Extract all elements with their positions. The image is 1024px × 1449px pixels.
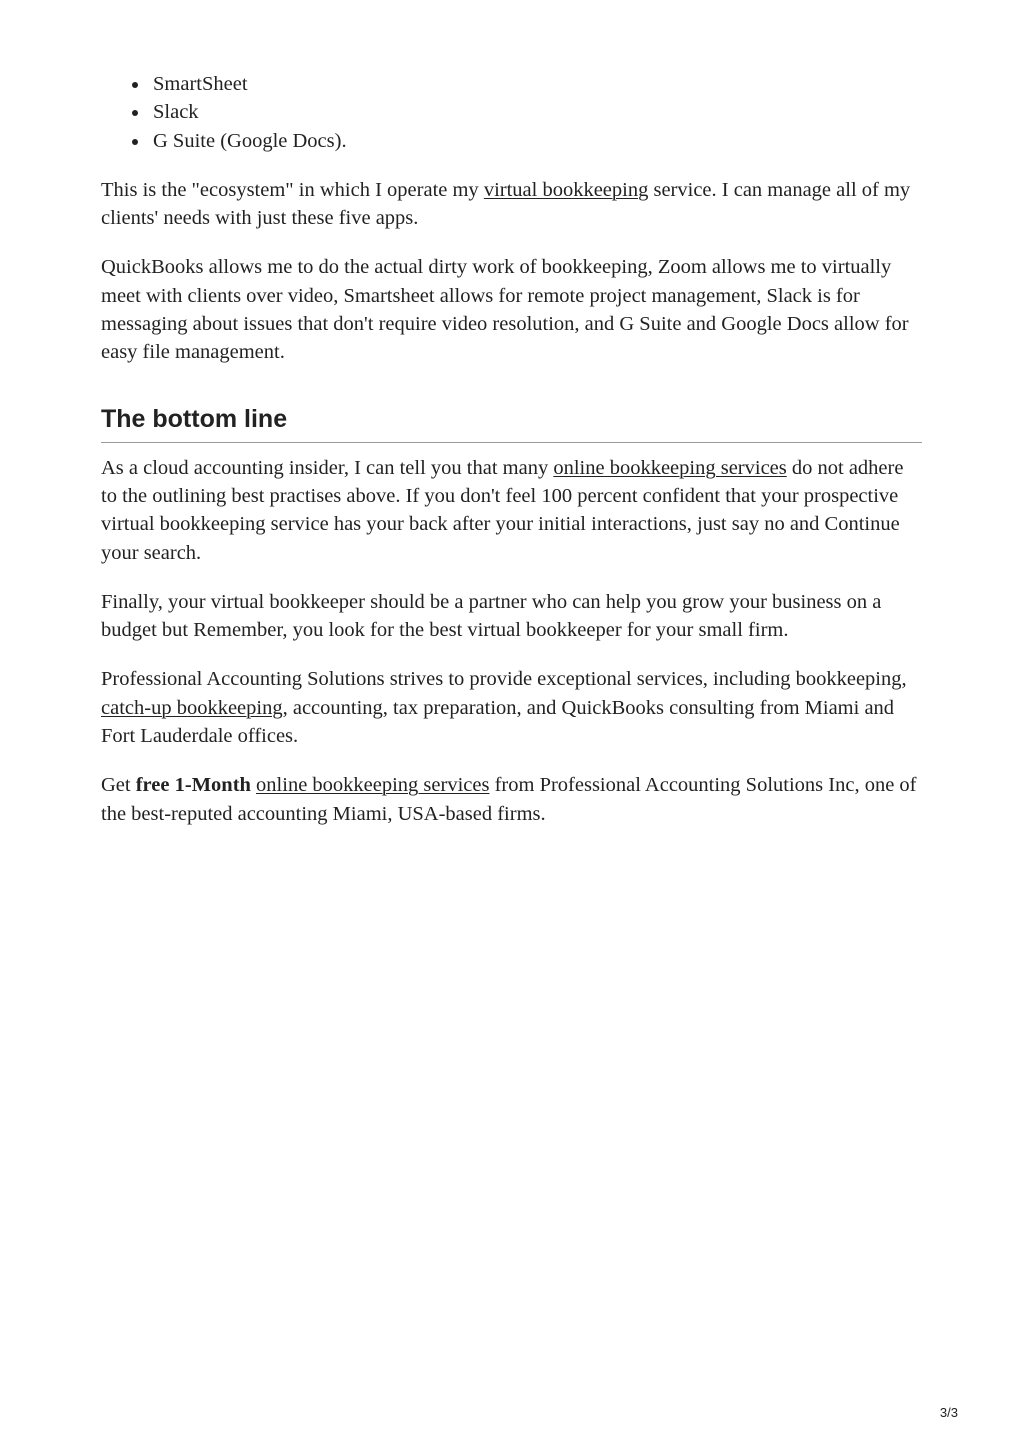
tools-list [101,70,922,155]
paragraph-text: Get [101,774,136,797]
section-heading: The bottom line [101,404,922,443]
list-item: Slack [153,98,922,126]
paragraph-finally: Finally, your virtual bookkeeper should be a partner who can help you grow your business on a budget but Remember, you look for the best virtual bookkeeper for your small firm. [101,590,882,642]
paragraph-professional-accounting [101,665,922,750]
paragraph-text: , accounting, tax preparation, and QuickBooks consulting from Miami and Fort Lauderdale offices. [101,696,895,748]
article-content [101,70,922,849]
paragraph-text: do not adhere to the outlining best practises above. If you don't feel 100 percent confident that your prospective virtual bookkeeping service has your back after your initial interactions, just say no and Continue your search. [101,456,904,564]
paragraph-text: As a cloud accounting insider, I can tell you that many [101,456,554,479]
paragraph-text: This is the "ecosystem" in which I operate my [101,178,484,201]
list-item: SmartSheet [153,70,922,98]
paragraph-text: from Professional Accounting Solutions Inc, one of the best-reputed accounting Miami, USA-based firms. [101,774,917,825]
online-bookkeeping-services-link[interactable]: online bookkeeping services [553,456,787,479]
paragraph-apps: QuickBooks allows me to do the actual dirty work of bookkeeping, Zoom allows me to virtually meet with clients over video, Smartsheet allows for remote project management, Slack is for messaging about issues that don't require video resolution, and G Suite and Google Docs allow for easy file management. [101,256,909,364]
paragraph-text: service. I can manage all of my clients' needs with just these five apps. [101,178,911,230]
paragraph-insider [101,454,922,567]
virtual-bookkeeping-link[interactable]: virtual bookkeeping [483,178,649,201]
offer-highlight: free 1-Month [135,774,251,797]
catch-up-bookkeeping-link[interactable]: catch-up bookkeeping [101,696,283,719]
page-number: 3/3 [939,1405,958,1420]
paragraph-offer [101,771,922,828]
online-bookkeeping-services-link[interactable]: online bookkeeping services [256,774,490,797]
paragraph-ecosystem [101,176,922,233]
list-item: G Suite (Google Docs). [153,127,922,155]
paragraph-text: Professional Accounting Solutions strives to provide exceptional services, including bookkeeping, [101,668,907,691]
